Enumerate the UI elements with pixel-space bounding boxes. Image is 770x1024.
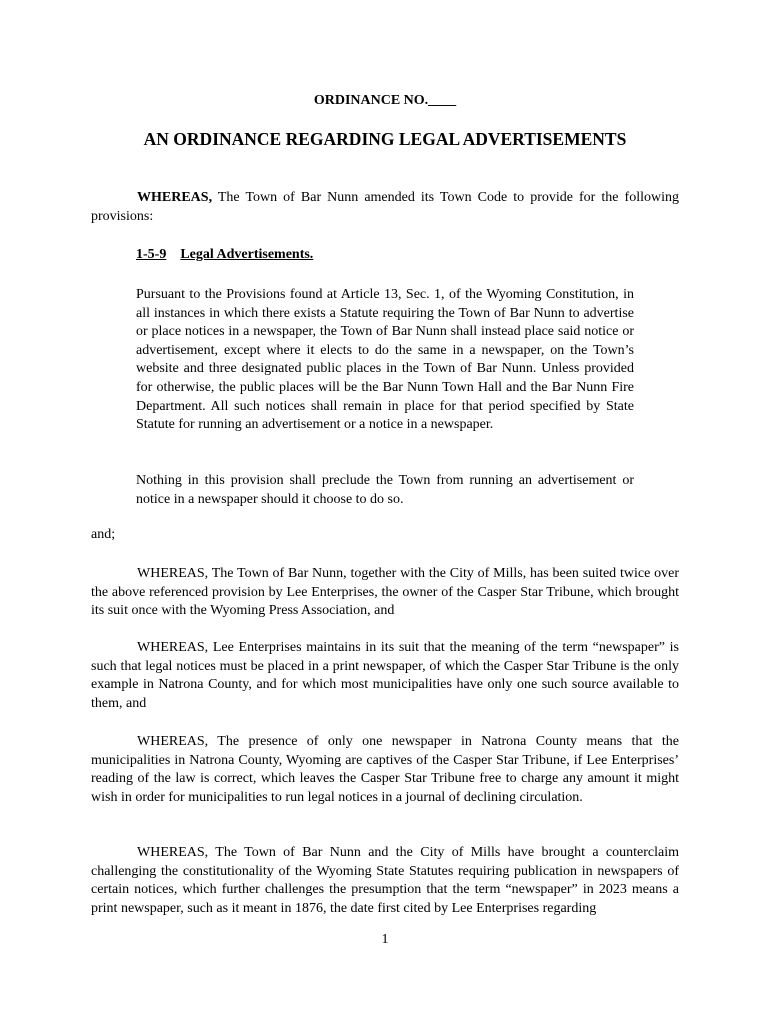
intro-whereas: WHEREAS, <box>137 190 213 205</box>
page-number: 1 <box>381 932 389 947</box>
whereas-clause-1: WHEREAS, The Town of Bar Nunn, together with the City of Mills, has been suited twice over the above referenced provision by Lee Enterprises, the owner of the Casper Star Tribune, which brought its suit once with the Wyoming Press Association, and <box>91 566 679 619</box>
section-paragraph-1: Pursuant to the Provisions found at Article 13, Sec. 1, of the Wyoming Constitution, in all instances in which there exists a Statute requiring the Town of Bar Nunn to advertise or place notices in a newspaper, the Town of Bar Nunn shall instead place said notice or advertisement, except where it elects to do the same in a newspaper, on the Town’s website and three designated public places in the Town of Bar Nunn. Unless provided for otherwise, the public places will be the Bar Nunn Town Hall and the Bar Nunn Fire Department. All such notices shall remain in place for that period specified by State Statute for running an advertisement or a notice in a newspaper. <box>136 287 634 433</box>
section-paragraph-2: Nothing in this provision shall preclude the Town from running an advertisement or notice in a newspaper should it choose to do so. <box>136 473 634 507</box>
whereas-clause-3: WHEREAS, The presence of only one newspaper in Natrona County means that the municipalities in Natrona County, Wyoming are captives of the Casper Star Tribune, if Lee Enterprises’ reading of the law is correct, which leaves the Casper Star Tribune free to charge any amount it might wish in order for municipalities to run legal notices in a journal of declining circulation. <box>91 734 679 805</box>
intro-text: The Town of Bar Nunn amended its Town Code to provide for the following provisions: <box>91 190 679 224</box>
and-connector: and; <box>91 527 116 542</box>
intro-paragraph <box>91 189 679 226</box>
section-number: 1-5-9 <box>136 247 167 262</box>
ordinance-title: AN ORDINANCE REGARDING LEGAL ADVERTISEMENTS <box>143 129 627 149</box>
section-title: Legal Advertisements. <box>180 247 314 262</box>
section-heading <box>136 247 313 263</box>
whereas-clause-2: WHEREAS, Lee Enterprises maintains in its suit that the meaning of the term “newspaper” is such that legal notices must be placed in a print newspaper, of which the Casper Star Tribune is the only example in Natrona County, and for which most municipalities have only one such source available to them, and <box>91 640 679 711</box>
whereas-clause-4: WHEREAS, The Town of Bar Nunn and the City of Mills have brought a counterclaim challenging the constitutionality of the Wyoming State Statutes requiring publication in newspapers of certain notices, which further challenges the presumption that the term “newspaper” in 2023 means a print newspaper, such as it meant in 1876, the date first cited by Lee Enterprises regarding <box>91 845 679 916</box>
ordinance-number: ORDINANCE NO.____ <box>313 93 457 108</box>
